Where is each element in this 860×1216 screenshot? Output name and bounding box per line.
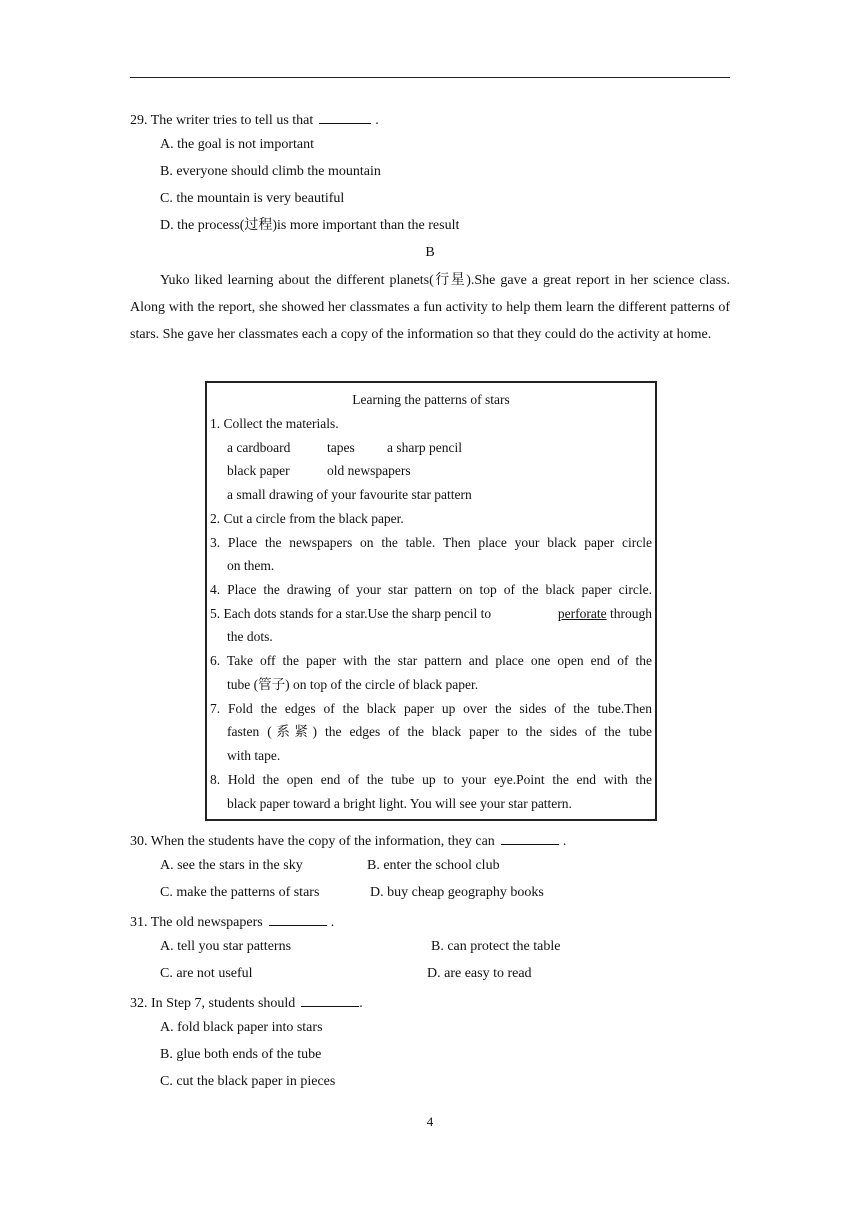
- q31-option-a: A. tell you star patterns: [160, 939, 292, 954]
- answer-blank: [269, 911, 327, 926]
- step-8-line-2: black paper toward a bright light. You will see your star pattern.: [227, 796, 572, 811]
- step-5-line-2: the dots.: [227, 629, 273, 644]
- q32-option-c: C. cut the black paper in pieces: [160, 1074, 336, 1089]
- question-30-end: .: [562, 834, 567, 849]
- reading-passage: Yuko liked learning about the different planets(行星).She gave a great report in her science class. Along with the report, she showed her classmates a fun activity to help them learn the different patterns of stars. She gave her classmates each a copy of the information so that they could do the activity at home.: [130, 273, 730, 342]
- box-title: Learning the patterns of stars: [352, 392, 510, 407]
- step-6-line-1: 6. Take off the paper with the star pattern and place one open end of the: [210, 653, 652, 668]
- step-3-line-2: on them.: [227, 558, 275, 573]
- answer-blank: [319, 109, 371, 124]
- section-label: B: [425, 245, 435, 260]
- perforate-word: perforate: [557, 606, 607, 621]
- instruction-box: [205, 381, 657, 821]
- header-rule: [130, 77, 730, 78]
- step-4: 4. Place the drawing of your star pattern on top of the black paper circle.: [210, 582, 652, 597]
- question-31: [130, 911, 334, 932]
- material-cardboard: a cardboard: [227, 440, 291, 455]
- material-black-paper: black paper: [227, 463, 290, 478]
- q30-option-c: C. make the patterns of stars: [160, 885, 320, 900]
- q29-option-b: B. everyone should climb the mountain: [160, 164, 381, 179]
- q29-option-d: D. the process(过程)is more important than the result: [160, 218, 460, 233]
- step-5-text: 5. Each dots stands for a star.Use the sharp pencil to: [210, 606, 492, 621]
- step-7-line-3: with tape.: [227, 748, 281, 763]
- material-newspapers: old newspapers: [327, 463, 411, 478]
- question-29-end: .: [375, 113, 379, 128]
- question-30: [130, 830, 566, 851]
- question-31-stem: 31. The old newspapers: [130, 915, 263, 930]
- step-5-through: through: [610, 606, 652, 621]
- question-29: [130, 109, 379, 130]
- q31-option-c: C. are not useful: [160, 966, 253, 981]
- material-drawing: a small drawing of your favourite star pattern: [227, 487, 472, 502]
- step-7-line-2: fasten (系紧) the edges of the black paper to the sides of the tube: [227, 724, 652, 739]
- q29-option-c: C. the mountain is very beautiful: [160, 191, 345, 206]
- step-8-line-1: 8. Hold the open end of the tube up to your eye.Point the end with the: [210, 772, 652, 787]
- material-pencil: a sharp pencil: [387, 440, 462, 455]
- q30-option-b: B. enter the school club: [367, 858, 500, 873]
- step-1: 1. Collect the materials.: [210, 416, 339, 431]
- step-6-line-2: tube (管子) on top of the circle of black paper.: [227, 677, 479, 692]
- question-32: [130, 992, 363, 1013]
- answer-blank: [501, 830, 559, 845]
- question-31-end: .: [330, 915, 335, 930]
- step-3-line-1: 3. Place the newspapers on the table. Then place your black paper circle: [210, 535, 652, 550]
- q29-option-a: A. the goal is not important: [160, 137, 314, 152]
- question-32-end: .: [359, 996, 363, 1011]
- q31-option-d: D. are easy to read: [427, 966, 532, 981]
- q31-option-b: B. can protect the table: [431, 939, 561, 954]
- material-tapes: tapes: [327, 440, 355, 455]
- q32-option-a: A. fold black paper into stars: [160, 1020, 323, 1035]
- q32-option-b: B. glue both ends of the tube: [160, 1047, 322, 1062]
- page-number: 4: [426, 1114, 434, 1129]
- step-5-line-1: [210, 605, 652, 623]
- answer-blank: [301, 992, 359, 1007]
- step-2: 2. Cut a circle from the black paper.: [210, 511, 404, 526]
- question-29-stem: 29. The writer tries to tell us that: [130, 113, 314, 128]
- q30-option-d: D. buy cheap geography books: [370, 885, 544, 900]
- step-7-line-1: 7. Fold the edges of the black paper up over the sides of the tube.Then: [210, 701, 652, 716]
- question-30-stem: 30. When the students have the copy of the information, they can: [130, 834, 495, 849]
- q30-option-a: A. see the stars in the sky: [160, 858, 303, 873]
- question-32-stem: 32. In Step 7, students should: [130, 996, 296, 1011]
